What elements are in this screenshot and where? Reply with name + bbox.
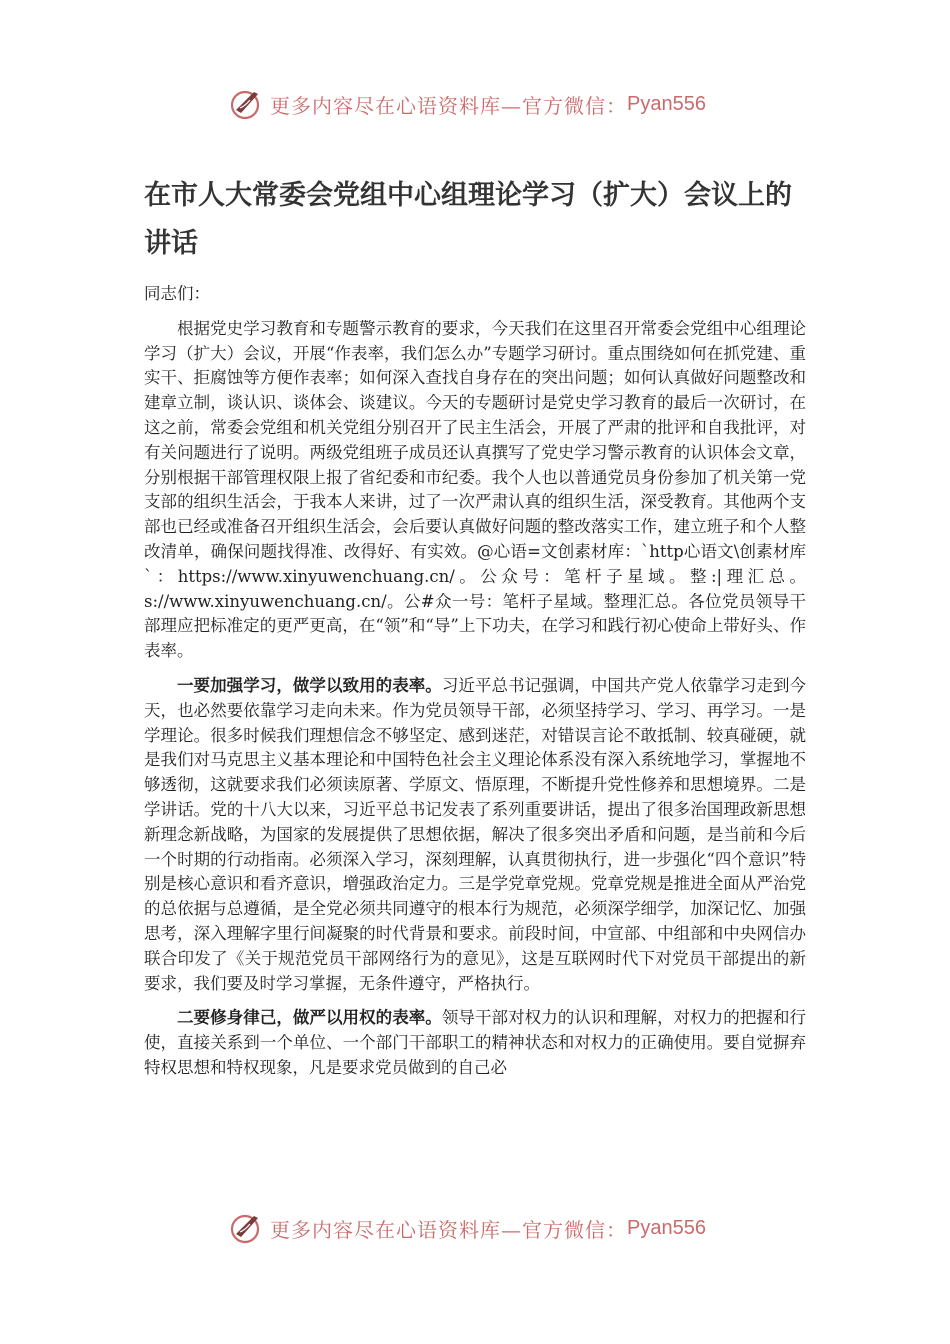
banner-text: 更多内容尽在心语资料库—官方微信： [270, 1217, 627, 1242]
banner-text: 更多内容尽在心语资料库—官方微信： [270, 93, 627, 118]
paragraph-lead: 二要修身律己，做严以用权的表率。 [177, 1008, 442, 1028]
paragraph-lead: 一要加强学习，做学以致用的表率。 [177, 675, 442, 695]
paragraph-3 [144, 1006, 806, 1080]
paragraph-text: 领导干部对权力的认识和理解，对权力的把握和行使，直接关系到一个单位、一个部门干部职工的精神状态和对权力的正确使用。要自觉摒弃特权思想和特权现象，凡是要求党员做到的自己必 [144, 1008, 807, 1077]
brush-logo-icon [228, 86, 264, 122]
paragraph-text: 根据党史学习教育和专题警示教育的要求，今天我们在这里召开常委会党组中心组理论学习（扩大）会议，开展“作表率，我们怎么办”专题学习研讨。重点围绕如何在抓党建、重实干、拒腐蚀等方便作表率；如何深入查找自身存在的突出问题；如何认真做好问题整改和建章立制，谈认识、谈体会、谈建议。今天的专题研讨是党史学习教育的最后一次研讨，在这之前，常委会党组和机关党组分别召开了民主生活会，开展了严肃的批评和自我批评，对有关问题进行了说明。两级党组班子成员还认真撰写了党史学习警示教育的认识体会文章，分别根据干部管理权限上报了省纪委和市纪委。我个人也以普通党员身份参加了机关第一党支部的组织生活会，于我本人来讲，过了一次严肃认真的组织生活，深受教育。其他两个支部也已经或准备召开组织生活会，会后要认真做好问题的整改落实工作，建立班子和个人整改清单，确保问题找得准、改得好、有实效。@心语=文创素材库：`http心语文\创素材库`：https://www.xinyuwenchuang.cn/。公众号：笔杆子星域。整:|理汇总。s://www.xinyuwenchuang.cn/。公#众一号：笔杆子星域。整理汇总。各位党员领导干部理应把标准定的更严更高，在“领”和“导”上下功夫，在学习和践行初心使命上带好头、作表率。 [144, 318, 806, 661]
greeting: 同志们： [144, 284, 210, 303]
paragraph-2 [144, 674, 806, 996]
brush-logo-icon [228, 1210, 264, 1246]
wechat-id: Pyan556 [627, 92, 706, 115]
paragraph-text: 习近平总书记强调，中国共产党人依靠学习走到今天，也必然要依靠学习走向未来。作为党员领导干部，必须坚持学习、学习、再学习。一是学理论。很多时候我们理想信念不够坚定、感到迷茫，对错误言论不敢抵制、较真碰硬，就是我们对马克思主义基本理论和中国特色社会主义理论体系没有深入系统地学习，掌握地不够透彻，这就要求我们必须读原著、学原文、悟原理，不断提升党性修养和思想境界。二是学讲话。党的十八大以来，习近平总书记发表了系列重要讲话，提出了很多治国理政新思想新理念新战略，为国家的发展提供了思想依据，解决了很多突出矛盾和问题，是当前和今后一个时期的行动指南。必须深入学习，深刻理解，认真贯彻执行，进一步强化“四个意识”特别是核心意识和看齐意识，增强政治定力。三是学党章党规。党章党规是推进全面从严治党的总依据与总遵循，是全党必须共同遵守的根本行为规范，必须深学细学，加深记忆、加强思考，深入理解字里行间凝聚的时代背景和要求。前段时间，中宣部、中组部和中央网信办联合印发了《关于规范党员干部网络行为的意见》，这是互联网时代下对党员干部提出的新要求，我们要及时学习掌握，无条件遵守，严格执行。 [144, 675, 807, 993]
header-banner [228, 84, 748, 124]
wechat-id: Pyan556 [627, 1216, 706, 1239]
paragraph-1 [144, 317, 806, 664]
document-body [144, 282, 806, 1091]
document-title: 在市人大常委会党组中心组理论学习（扩大）会议上的讲话 [144, 180, 792, 259]
footer-banner [228, 1208, 748, 1248]
